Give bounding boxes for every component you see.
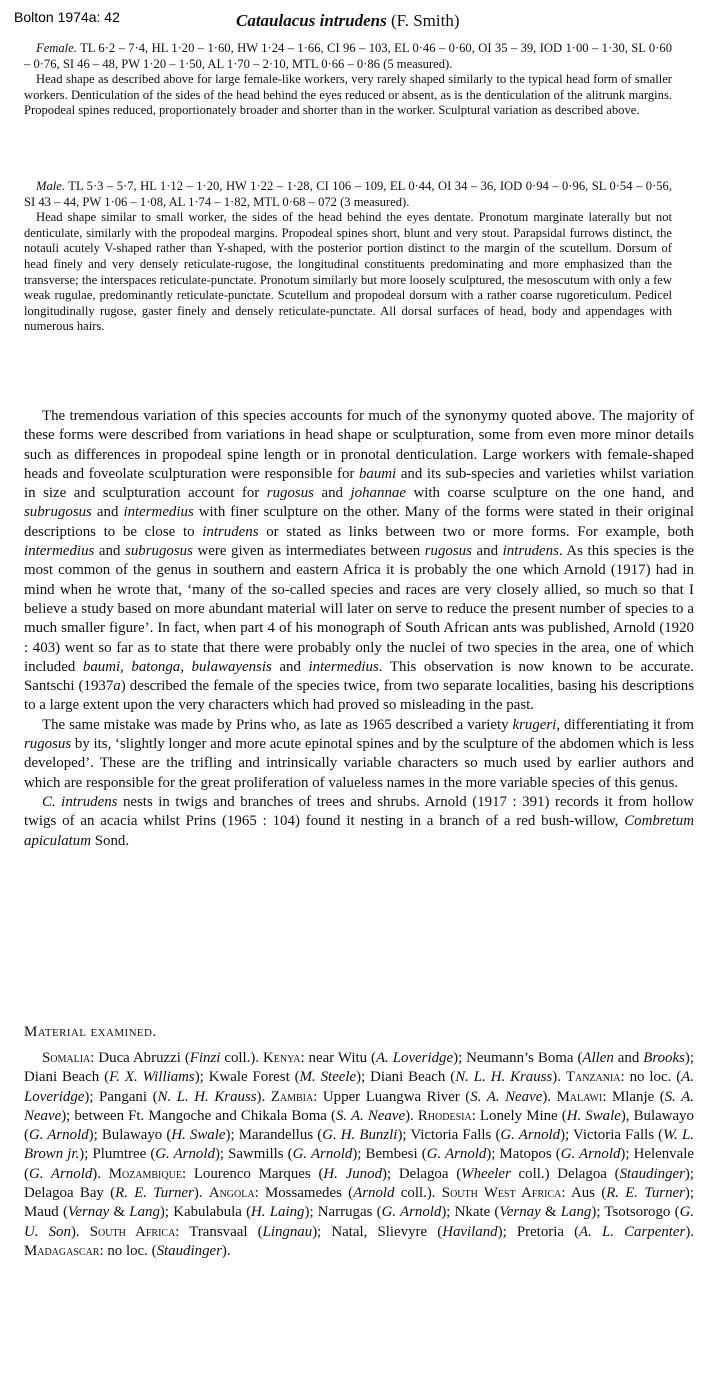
species-title: [236, 11, 460, 31]
text-run: Sond.: [91, 832, 130, 849]
collector-name: R. E. Turner: [606, 1185, 685, 1202]
collector-name: G. Arnold: [155, 1146, 215, 1163]
text-run: ).: [405, 1107, 418, 1124]
text-run: ); Narrugas (: [304, 1204, 382, 1221]
collector-name: A. Loveridge: [24, 1069, 694, 1105]
collector-name: S. A. Neave: [335, 1107, 406, 1124]
country-name: Kenya: [263, 1050, 301, 1066]
reference-label: Bolton 1974a: 42: [14, 9, 120, 25]
collector-name: Allen: [582, 1050, 614, 1066]
collector-name: H. Swale: [566, 1107, 621, 1124]
collector-name: A. L. Carpenter: [579, 1223, 686, 1240]
collector-name: N. L. H. Krauss: [455, 1069, 553, 1086]
species-name: Cataulacus intrudens: [236, 11, 387, 30]
text-run: ).: [70, 1223, 90, 1240]
text-run: coll.).: [220, 1050, 264, 1066]
text-run: . This observation is now known to be accurate. Santschi (1937: [24, 658, 694, 695]
text-run: ); Marandellus (: [225, 1127, 323, 1144]
collector-name: G. Arnold: [292, 1146, 353, 1163]
text-run: ).: [685, 1223, 694, 1240]
text-run: ); Neumann’s Boma (: [453, 1050, 583, 1066]
discussion: [24, 407, 694, 851]
collector-name: S. A. Neave: [470, 1088, 543, 1105]
text-run: . As this species is the most common of the genus in southern and eastern Africa it is probably the one which Arnold (1917) had in mind when he wrote that, ‘many of the so-called species and races are very closely allied, so much so that I believe a study based on more abundant material will later on serve to reduce the present number of species to a much smaller figure’. In fact, when part 4 of his monograph of South African ants was published, Arnold (1920 : 403) went so far as to state that there were probably only the nuclei of two species in the area, one of which included: [24, 543, 695, 675]
material-heading: Material examined.: [24, 1024, 157, 1040]
text-run: ); Helenvale (: [24, 1146, 694, 1182]
text-run: ); Maud (: [24, 1185, 695, 1221]
country-name: Rhodesia: [417, 1107, 472, 1124]
taxon-name: intrudens: [202, 523, 259, 540]
male-measurements-paragraph: [24, 179, 672, 210]
collector-name: M. Steele: [299, 1069, 357, 1086]
discussion-paragraph-3: [24, 793, 694, 851]
species-author: (F. Smith): [390, 11, 460, 30]
discussion-paragraph-1: [24, 407, 694, 716]
taxon-name: C. intrudens: [42, 793, 118, 810]
collector-name: G. U. Son: [24, 1204, 695, 1240]
text-run: ).: [221, 1242, 231, 1259]
text-run: : Upper Luangwa River (: [313, 1088, 471, 1105]
text-run: ).: [542, 1088, 557, 1105]
collector-name: G. Arnold: [426, 1146, 487, 1163]
collector-name: Wheeler: [461, 1165, 511, 1182]
country-name: Tanzania: [565, 1069, 621, 1086]
collector-name: Vernay: [67, 1204, 110, 1221]
taxon-name: intermedius: [123, 504, 194, 521]
female-measurements: TL 6·2 – 7·4, HL 1·20 – 1·60, HW 1·24 – 1·66, CI 96 – 103, EL 0·46 – 0·60, OI 35 – 39, IOD 1·00 – 1·30, SL 0·60 – 0·76, SI 46 – 48, PW 1·20 – 1·50, AL 1·70 – 2·10, MTL 0·66 – 0·86 (5 measured).: [24, 41, 672, 71]
collector-name: S. A. Neave: [24, 1088, 694, 1124]
country-name: Madagascar: [24, 1242, 100, 1259]
country-name: South West Africa: [441, 1185, 562, 1202]
collector-name: G. Arnold: [560, 1146, 621, 1163]
collector-name: F. X. Williams: [109, 1069, 195, 1086]
taxon-name: subrugosus: [125, 543, 193, 560]
country-name: Mozambique: [108, 1165, 182, 1182]
text-run: The same mistake was made by Prins who, as late as 1965 described a variety: [42, 716, 513, 733]
text-run: with coarse sculpture on the one hand, and: [405, 485, 694, 502]
collector-name: G. Arnold: [28, 1127, 89, 1144]
text-run: ); Diani Beach (: [24, 1050, 694, 1086]
material-examined: [24, 1049, 694, 1261]
taxon-name: rugosus: [266, 485, 314, 502]
text-run: ); between Ft. Mangoche and Chikala Boma (: [61, 1107, 336, 1124]
male-description: [24, 179, 672, 335]
text-run: ).: [256, 1088, 271, 1105]
male-label: Male.: [36, 179, 66, 193]
text-run: : Aus (: [561, 1185, 607, 1202]
text-run: coll.).: [394, 1185, 442, 1202]
text-run: nests in twigs and branches of trees and shrubs. Arnold (1917 : 391) records it from hollow twigs of an acacia whilst Prins (1965 : 104) found it nesting in a branch of a red bush-willow,: [24, 793, 694, 830]
collector-name: Lang: [129, 1204, 160, 1221]
text-run: ) described the female of the species twice, from two separate localities, basing his descriptions to a large extent upon the very characters which had proved so misleading in the past.: [24, 678, 694, 714]
text-run: ); Victoria Falls (: [397, 1127, 501, 1144]
collector-name: Staudinger: [156, 1242, 222, 1259]
text-run: ); Tsotsorogo (: [591, 1204, 680, 1221]
text-run: : near Witu (: [300, 1050, 376, 1066]
collector-name: G. Arnold: [500, 1127, 561, 1144]
text-run: ); Delagoa Bay (: [24, 1165, 695, 1202]
text-run: ).: [552, 1069, 566, 1086]
text-run: and: [471, 543, 503, 560]
collector-name: H. Swale: [171, 1127, 226, 1144]
text-run: ); Plumtree (: [79, 1146, 156, 1163]
taxon-name: baumi, batonga, bulawayensis: [82, 658, 272, 675]
text-run: and its sub-species and varieties whilst variation in size and sculpturation account for: [24, 465, 694, 502]
text-run: ); Bembesi (: [352, 1146, 427, 1163]
text-run: ); Sawmills (: [214, 1146, 293, 1163]
female-label: Female.: [36, 41, 77, 55]
text-run: or stated as links between two or more forms. For example, both: [258, 523, 695, 540]
country-name: Malawi: [556, 1088, 603, 1105]
collector-name: G. Arnold: [28, 1165, 93, 1182]
collector-name: Brooks: [643, 1050, 685, 1066]
collector-name: H. Junod: [323, 1165, 383, 1182]
text-run: and: [94, 543, 126, 560]
text-run: : Mlanje (: [602, 1088, 665, 1105]
taxon-name: baumi: [358, 465, 397, 482]
discussion-paragraph-2: [24, 716, 694, 793]
text-run: : Mossamedes (: [254, 1185, 354, 1202]
taxon-name: johannae: [350, 485, 406, 502]
taxon-name: intrudens: [502, 543, 559, 560]
text-run: : no loc. (: [620, 1069, 682, 1086]
country-name: Zambia: [270, 1088, 314, 1105]
text-run: ), Bulawayo (: [24, 1107, 694, 1144]
collector-name: W. L. Brown jr.: [24, 1127, 694, 1163]
text-run: ); Diani Beach (: [356, 1069, 456, 1086]
collector-name: Vernay: [499, 1204, 541, 1221]
female-description-paragraph: Head shape as described above for large female-like workers, very rarely shaped similarly to the typical head form of smaller workers. Denticulation of the sides of the head behind the eyes reduced or absent, as is the denticulation of the alitrunk margins. Propodeal spines reduced, proportionately broader and shorter than in the worker. Sculptural variation as described above.: [24, 72, 672, 118]
female-measurements-paragraph: [24, 41, 672, 72]
text-run: ); Bulawayo (: [88, 1127, 172, 1144]
text-run: : Lonely Mine (: [471, 1107, 567, 1124]
collector-name: Arnold: [353, 1185, 395, 1202]
material-list: [24, 1049, 694, 1261]
collector-name: Finzi: [189, 1050, 221, 1066]
text-run: and: [313, 485, 351, 502]
text-run: ); Pretoria (: [497, 1223, 580, 1240]
text-run: ); Nkate (: [441, 1204, 500, 1221]
text-run: The tremendous variation of this species accounts for much of the synonymy quoted above. The majority of these forms were described from variations in head shape or sculpturation, some from even more minor details such as differences in propodeal spine length or in pronotal denticulation. Large workers with female-shaped heads and foveolate sculpturation were responsible for: [24, 408, 694, 482]
collector-name: Staudinger: [619, 1165, 685, 1182]
collector-name: Lingnau: [262, 1223, 313, 1240]
text-run: and: [271, 658, 309, 675]
text-run: and: [613, 1050, 644, 1066]
text-run: by its, ‘slightly longer and more acute epinotal spines and by the sculpture of the abdomen which is less developed’. These are the trifling and intrinsically variable characters so much used by earlier authors and which are responsible for the great proliferation of valueless names in the more variable species of this genus.: [24, 736, 694, 791]
text-run: &: [109, 1204, 130, 1221]
text-run: ).: [193, 1185, 209, 1202]
country-name: Angola: [208, 1185, 255, 1202]
text-run: ); Kwale Forest (: [194, 1069, 300, 1086]
female-description: [24, 41, 672, 119]
text-run: coll.) Delagoa (: [510, 1165, 620, 1182]
text-run: : Duca Abruzzi (: [90, 1050, 190, 1066]
text-run: &: [540, 1204, 561, 1221]
country-name: Somalia: [42, 1050, 91, 1066]
collector-name: Lang: [560, 1204, 592, 1221]
text-run: ); Matopos (: [486, 1146, 561, 1163]
collector-name: G. Arnold: [381, 1204, 442, 1221]
taxon-name: intermedius: [24, 543, 95, 560]
taxon-name: Combretum apiculatum: [24, 813, 694, 849]
text-run: ); Kabulabula (: [159, 1204, 252, 1221]
taxon-name: krugeri,: [512, 716, 561, 733]
country-name: South Africa: [89, 1223, 176, 1240]
text-run: and: [91, 504, 124, 521]
collector-name: H. Laing: [251, 1204, 305, 1221]
male-description-paragraph: Head shape similar to small worker, the sides of the head behind the eyes dentate. Pronotum marginate laterally but not denticulate, similarly with the propodeal margins. Propodeal spines short, blunt and very stout. Parapsidal furrows distinct, the notauli acutely V-shaped rather than Y-shaped, with the posterior portion distinct to the margin of the scutellum. Dorsum of head finely and very densely reticulate-rugose, the longitudinal constituents predominating and more emphasized than the transverse; the interspaces reticulate-punctate. Pronotum similarly but more loosely sculptured, the mesoscutum with only a few weak rugulae, predominantly reticulate-punctate. Scutellum and propodeal dorsum with a rather coarse rugoreticulum. Pedicel longitudinally rugose, gaster finely and densely reticulate-punctate. All dorsal surfaces of head, body and appendages with numerous hairs.: [24, 210, 672, 334]
collector-name: G. H. Bunzli: [322, 1127, 398, 1144]
text-run: ); Delagoa (: [382, 1165, 462, 1182]
taxon-name: subrugosus: [24, 504, 92, 521]
taxon-name: intermedius: [308, 658, 379, 675]
collector-name: Haviland: [442, 1223, 498, 1240]
collector-name: N. L. H. Krauss: [157, 1088, 257, 1105]
text-run: differentiating it from: [560, 716, 694, 733]
collector-name: R. E. Turner: [115, 1185, 194, 1202]
text-run: ); Victoria Falls (: [560, 1127, 664, 1144]
text-run: : Transvaal (: [175, 1223, 263, 1240]
collector-name: A. Loveridge: [375, 1050, 454, 1066]
taxon-name: rugosus: [424, 543, 472, 560]
text-run: were given as intermediates between: [192, 543, 425, 560]
text-run: ).: [92, 1165, 109, 1182]
text-run: ); Pangani (: [84, 1088, 158, 1105]
male-measurements: TL 5·3 – 5·7, HL 1·12 – 1·20, HW 1·22 – 1·28, CI 106 – 109, EL 0·44, OI 34 – 36, IOD 0·94 – 0·96, SL 0·54 – 0·56, SI 43 – 44, PW 1·06 – 1·08, AL 1·74 – 1·82, MTL 0·68 – 072 (3 measured).: [24, 179, 673, 209]
text-run: ); Natal, Slievyre (: [312, 1223, 443, 1240]
text-run: : Lourenco Marques (: [181, 1165, 324, 1182]
citation-suffix: a: [113, 678, 121, 695]
taxon-name: rugosus: [24, 736, 72, 753]
text-run: with finer sculpture on the other. Many of the forms were stated in their original descriptions to be close to: [24, 504, 694, 540]
text-run: : no loc. (: [99, 1242, 157, 1259]
